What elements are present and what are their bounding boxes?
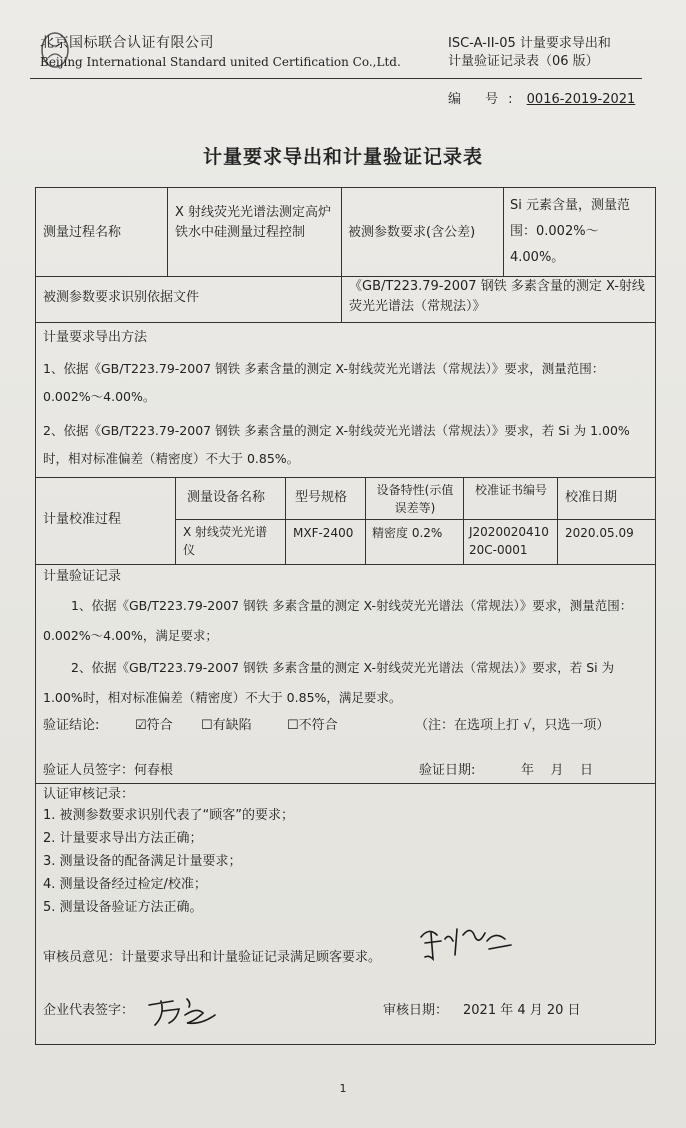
review-item-1: 1. 被测参数要求识别代表了“顾客”的要求；: [43, 808, 295, 823]
param-requirement-label: 被测参数要求(含公差): [348, 225, 476, 240]
cal-characteristic: 精密度 0.2%: [372, 526, 443, 540]
review-date-label: 审核日期：: [383, 1003, 449, 1018]
review-date-value: 2021 年 4 月 20 日: [463, 1003, 581, 1018]
conclusion-note: （注：在选项上打 √，只选一项）: [415, 718, 610, 733]
cal-header-cert: 校准证书编号: [474, 483, 547, 497]
table-line: [35, 477, 655, 478]
cal-header-date: 校准日期: [565, 490, 618, 505]
cal-device-name: X 射线荧光光谱仪: [183, 525, 268, 557]
process-name-value: X 射线荧光光谱法测定高炉铁水中硅测量过程控制: [175, 205, 332, 240]
verification-date-blank: 年 月 日: [521, 763, 594, 778]
serial-value: 0016-2019-2021: [526, 92, 636, 107]
form-code-line2: 计量验证记录表（06 版）: [448, 54, 599, 69]
table-line: [341, 187, 342, 276]
basis-doc-label: 被测参数要求识别依据文件: [43, 290, 200, 305]
page-number: 1: [339, 1082, 347, 1095]
method-item-2: 2、依据《GB/T223.79-2007 钢铁 多素含量的测定 X-射线荧光光谱法（常规法）》要求，若 Si 为 1.00%时，相对标准偏差（精密度）不大于 0.85%。: [43, 423, 630, 466]
method-heading: 计量要求导出方法: [43, 330, 148, 345]
cal-cert-number: J202002041020C-0001: [469, 525, 549, 557]
company-name-cn: 北京国标联合认证有限公司: [40, 35, 214, 51]
form-code-line1: ISC-A-II-05 计量要求导出和: [448, 36, 611, 51]
option-nonconform[interactable]: ☐不符合: [287, 718, 338, 733]
calibration-label: 计量校准过程: [43, 512, 122, 527]
table-line: [503, 187, 504, 276]
cal-header-characteristic: 设备特性(示值误差等): [376, 483, 454, 515]
review-item-3: 3. 测量设备的配备满足计量要求；: [43, 854, 242, 869]
table-line: [341, 276, 342, 322]
table-line: [35, 783, 655, 784]
table-line: [463, 477, 464, 564]
table-line: [175, 519, 655, 520]
cal-model: MXF-2400: [293, 526, 354, 540]
cal-header-model: 型号规格: [295, 490, 348, 505]
table-line: [35, 187, 36, 1044]
table-line: [35, 1044, 655, 1045]
table-line: [655, 187, 656, 1044]
table-line: [35, 322, 655, 323]
document-title: 计量要求导出和计量验证记录表: [202, 146, 483, 168]
verifier-signature: 验证人员签字：何春根: [43, 763, 174, 778]
option-conform[interactable]: ☑符合: [135, 718, 173, 733]
method-item-1: 1、依据《GB/T223.79-2007 钢铁 多素含量的测定 X-射线荧光光谱法（常规法）》要求，测量范围：0.002%～4.00%。: [43, 361, 605, 404]
process-name-label: 测量过程名称: [43, 225, 122, 240]
record-table: [35, 187, 655, 1045]
company-name-en: Beijing International Standard united Certification Co.,Ltd.: [40, 55, 401, 69]
option-defect[interactable]: ☐有缺陷: [201, 718, 252, 733]
review-heading: 认证审核记录：: [43, 787, 135, 802]
table-line: [557, 477, 558, 564]
review-item-5: 5. 测量设备验证方法正确。: [43, 900, 203, 915]
verification-item-1: 1、依据《GB/T223.79-2007 钢铁 多素含量的测定 X-射线荧光光谱法（常规法）》要求，测量范围：0.002%～4.00%，满足要求；: [43, 598, 633, 643]
auditor-signature: [415, 915, 525, 965]
table-line: [175, 477, 176, 564]
table-line: [167, 187, 168, 276]
table-line: [35, 187, 655, 188]
review-item-2: 2. 计量要求导出方法正确；: [43, 831, 203, 846]
serial-number: [448, 88, 635, 107]
conclusion-label: 验证结论:: [43, 718, 100, 733]
rep-signature-label: 企业代表签字：: [43, 1003, 135, 1018]
serial-label: 编 号:: [448, 92, 523, 107]
verification-heading: 计量验证记录: [43, 569, 122, 584]
table-line: [35, 564, 655, 565]
header-divider: [30, 78, 642, 79]
table-line: [285, 477, 286, 564]
cal-header-device: 测量设备名称: [187, 490, 266, 505]
cal-date: 2020.05.09: [565, 526, 634, 540]
verification-date-label: 验证日期:: [419, 763, 476, 778]
param-requirement-value: Si 元素含量，测量范围：0.002%～4.00%。: [510, 198, 630, 265]
auditor-opinion: 审核员意见：计量要求导出和计量验证记录满足顾客要求。: [43, 950, 382, 965]
table-line: [365, 477, 366, 564]
rep-signature: [143, 985, 223, 1031]
verification-item-2: 2、依据《GB/T223.79-2007 钢铁 多素含量的测定 X-射线荧光光谱法（常规法）》要求，若 Si 为 1.00%时，相对标准偏差（精密度）不大于 0.85%，满足要求。: [43, 660, 615, 705]
basis-doc-value: 《GB/T223.79-2007 钢铁 多素含量的测定 X-射线荧光光谱法（常规法）》: [349, 279, 645, 314]
review-item-4: 4. 测量设备经过检定/校准；: [43, 877, 207, 892]
